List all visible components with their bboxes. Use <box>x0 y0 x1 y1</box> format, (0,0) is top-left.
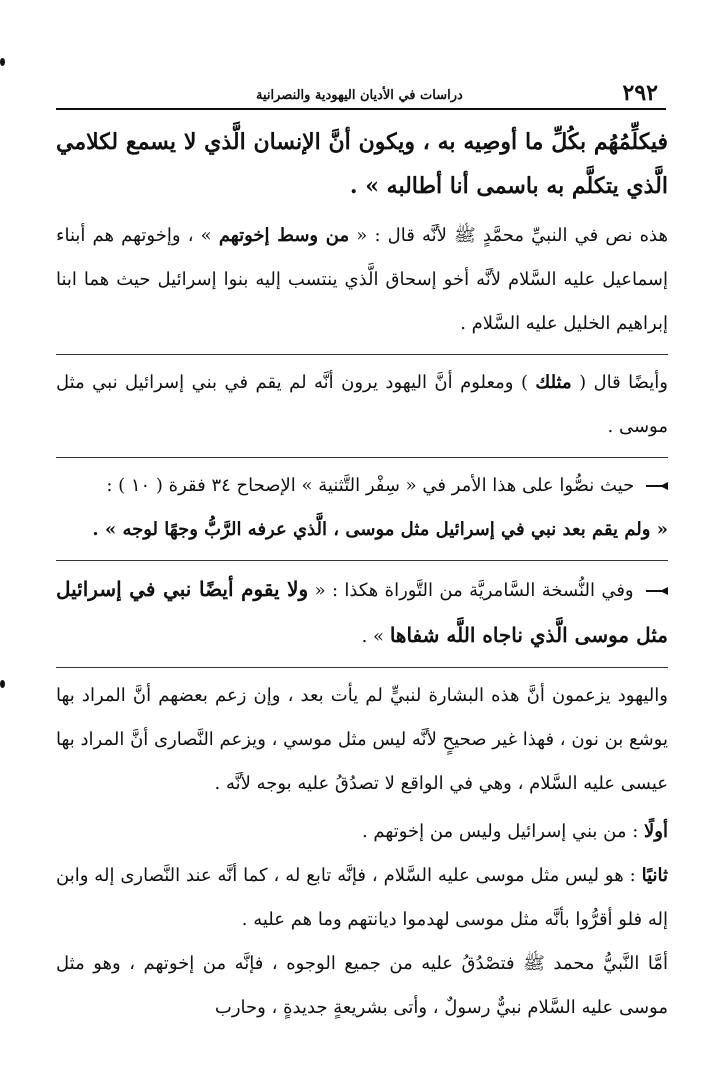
divider <box>56 667 668 668</box>
text-span: ) ومعلوم أنَّ اليهود يرون أنَّه لم يقم في بني إسرائيل نبي مثل موسى . <box>56 372 668 437</box>
list-marker: أولًا <box>644 821 668 842</box>
arrow-icon <box>646 586 668 596</box>
text-span: : من بني إسرائيل وليس من إخوتهم . <box>361 821 639 842</box>
text-span: حيث نصُّوا على هذا الأمر في « سِفْر التَّثنية » الإصحاح ٣٤ فقرة ( ١٠ ) : <box>106 475 635 496</box>
paragraph <box>56 464 668 508</box>
running-title: دراسات في الأديان اليهودية والنصرانية <box>256 88 463 103</box>
arrow-icon <box>646 481 668 491</box>
paragraph: واليهود يزعمون أنَّ هذه البشارة لنبيٍّ لم يأت بعد ، وإن زعم بعضهم أنَّ المراد بها يوشع بن نون ، فهذا غير صحيحٍ لأنَّه ليس مثل موسي ، ويزعم النَّصارى أنَّ المراد بها عيسى عليه السَّلام ، وهي في الواقع لا تصدُقُ عليه بوجه لأنَّه . <box>56 685 668 794</box>
page-number: ٢٩٢ <box>622 80 658 106</box>
text-span: هذه نص في النبيِّ محمَّدٍ ﷺ لأنَّه قال : « <box>356 225 668 246</box>
margin-mark <box>0 58 5 66</box>
text-span: » ، وإخوتهم هم أبناء إسماعيل عليه السَّلام لأنَّه أخو إسحاق الَّذي ينتسب إليه بنوا إسرائيل حيث هما ابنا إبراهيم الخليل عليه السَّلام . <box>56 225 668 334</box>
paragraph <box>56 361 668 449</box>
text-span: وفي النُّسخة السَّامريَّة من التَّوراة هكذا : « <box>314 580 634 601</box>
text-span: : هو ليس مثل موسى عليه السَّلام ، فإنَّه تابع له ، كما أنَّه عند النَّصارى إله وابن إله فلو أقرُّوا بأنَّه مثل موسى لهدموا ديانتهم وما هم عليه . <box>56 865 668 930</box>
text-span: » . <box>361 626 385 647</box>
page-header <box>56 80 666 110</box>
list-marker: ثانيًا <box>641 865 668 886</box>
divider <box>56 560 668 561</box>
paragraph <box>56 567 668 659</box>
paragraph <box>56 214 668 346</box>
divider <box>56 354 668 355</box>
paragraph-quote: فيكلِّمُهُم بكُلِّ ما أوصِيه به ، ويكون أنَّ الإنسان الَّذي لا يسمع لكلامي الَّذي يتكلَّم به باسمى أنا أطالبه » . <box>56 129 668 199</box>
paragraph <box>56 854 668 942</box>
paragraph <box>56 810 668 854</box>
paragraph: أمَّا النَّبيُّ محمد ﷺ فتصْدُقُ عليه من جميع الوجوه ، فإنَّه من إخوتهم ، وهو مثل موسى عليه السَّلام نبيٌّ رسولٌ ، وأتى بشريعةٍ جديدةٍ ، وحارب <box>56 953 668 1018</box>
emphasis-text: من وسط إخوتهم <box>218 225 350 246</box>
divider <box>56 457 668 458</box>
body-text <box>56 120 668 1030</box>
emphasis-text: مثلك <box>535 372 572 393</box>
text-span: وأيضًا قال ( <box>579 372 668 393</box>
margin-mark <box>0 680 5 688</box>
paragraph-quote: « ولم يقم بعد نبي في إسرائيل مثل موسى ، الَّذي عرفه الرَّبُّ وجهًا لوجه » . <box>92 519 668 540</box>
emphasis-text: ولا يقوم أيضًا نبي في إسرائيل مثل موسى الَّذي ناجاه اللَّه شفاها <box>56 577 668 647</box>
